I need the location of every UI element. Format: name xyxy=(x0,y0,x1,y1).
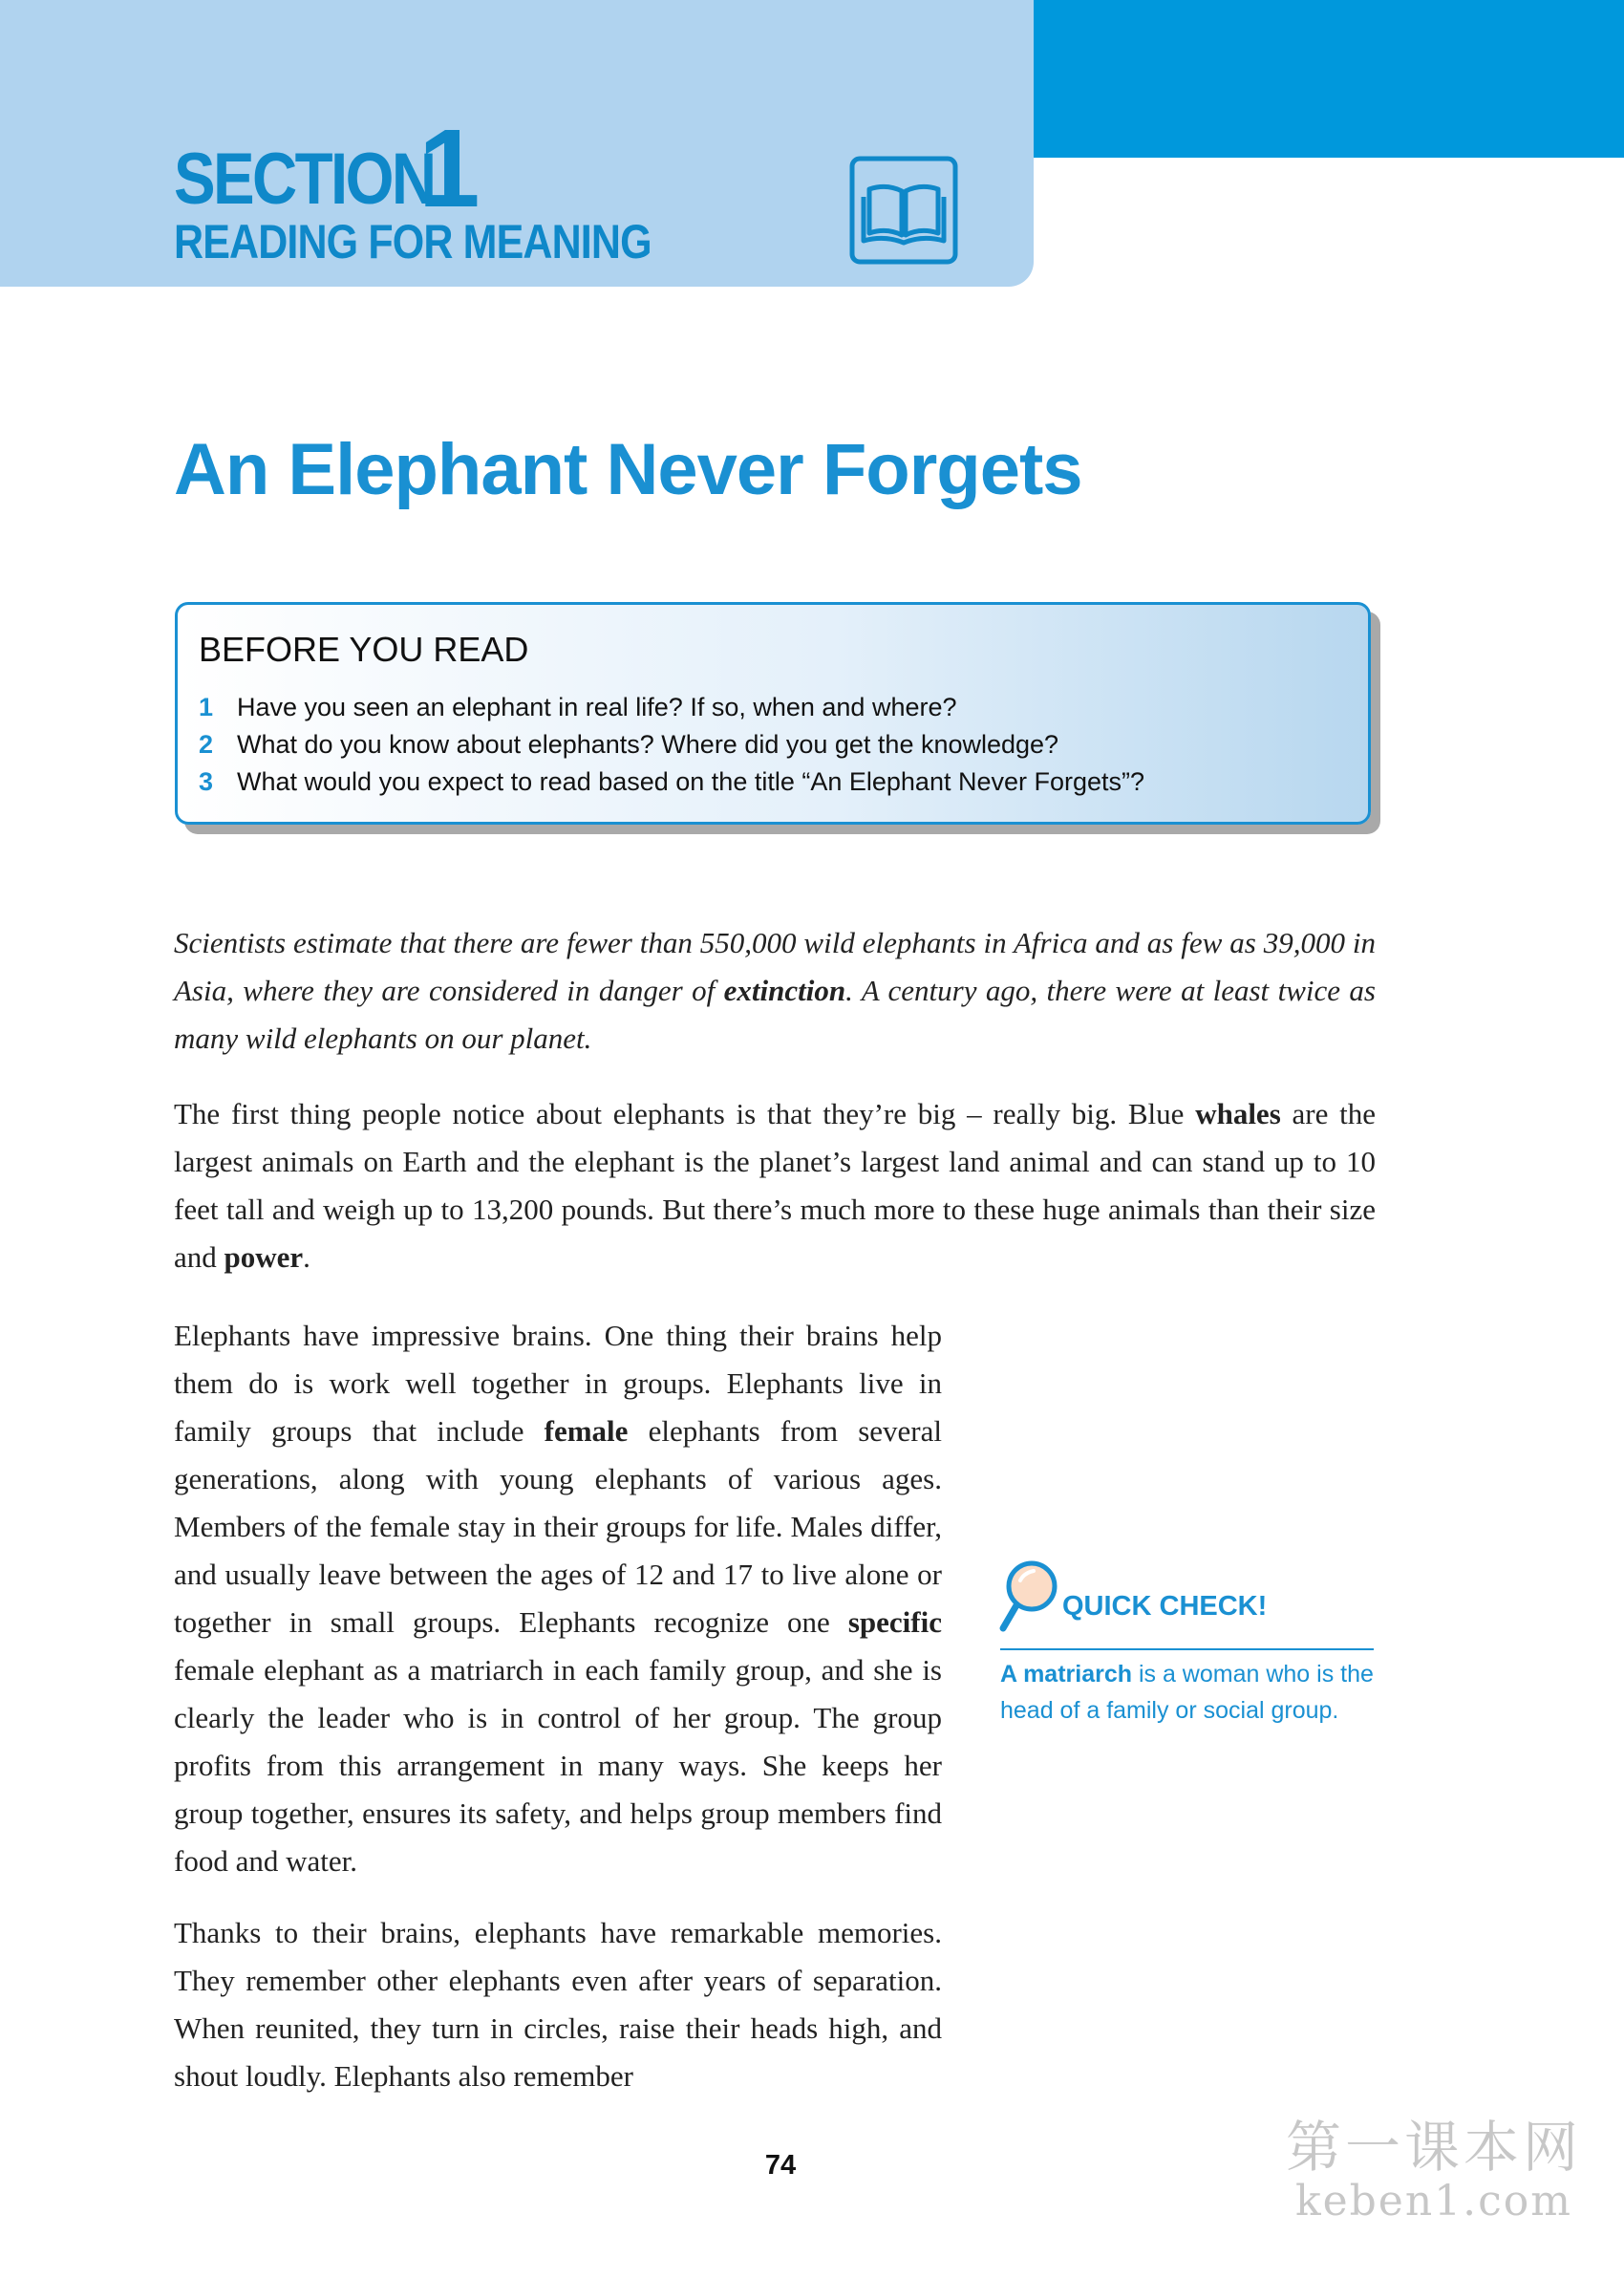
watermark-line: keben1.com xyxy=(1294,2177,1573,2225)
question-number: 3 xyxy=(199,767,214,796)
question-item xyxy=(199,693,957,722)
body-paragraph: The first thing people notice about elephants is that they’re big – really big. Blue whales are the largest animals on Earth and the elephant is the planet’s largest land animal and can stand up to 10 feet tall and weigh up to 13,200 pounds. But there’s much more to these huge animals than their size and power. xyxy=(174,1097,1377,1274)
before-you-read-box xyxy=(175,602,1371,825)
before-you-read-heading: BEFORE YOU READ xyxy=(199,630,529,669)
quick-check-definition: A matriarch is a woman who is the head of a family or social group. xyxy=(1000,1661,1374,1724)
question-number: 1 xyxy=(199,693,214,721)
section-label: SECTION xyxy=(174,139,435,220)
quick-check-title: QUICK CHECK! xyxy=(1062,1591,1268,1622)
body-paragraph: Elephants have impressive brains. One thing their brains help them do is work well together in groups. Elephants live in family groups that include female elephants from several generations, along with young elephants of various ages. Members of the female stay in their groups for life. Males differ, and usually leave between the ages of 12 and 17 to live alone or together in small groups. Elephants recognize one specific female elephant as a matriarch in each family group, and she is clearly the leader who is in control of her group. The group profits from this arrangement in many ways. She keeps her group together, ensures its safety, and helps group members find food and water. xyxy=(174,1319,942,1878)
watermark xyxy=(1286,2117,1582,2225)
watermark-line: 第一课本网 xyxy=(1285,2115,1582,2180)
keyword: female xyxy=(544,1414,629,1448)
open-book-icon xyxy=(848,155,959,266)
article-title: An Elephant Never Forgets xyxy=(174,429,1082,510)
quick-check-divider xyxy=(1000,1648,1374,1650)
question-text: Have you seen an elephant in real life? If so, when and where? xyxy=(237,693,957,721)
question-item xyxy=(199,767,1144,797)
question-item xyxy=(199,730,1058,760)
intro-paragraph: Scientists estimate that there are fewer than 550,000 wild elephants in Africa and as few as 39,000 in Asia, where they are considered in danger of extinction. A century ago, there were at least twice as many wild elephants on our planet. xyxy=(174,926,1376,1055)
question-number: 2 xyxy=(199,730,214,759)
question-text: What do you know about elephants? Where did you get the knowledge? xyxy=(237,730,1059,759)
section-number: 1 xyxy=(418,106,481,230)
body-paragraph: Thanks to their brains, elephants have remarkable memories. They remember other elephants even after years of separation. When reunited, they turn in circles, raise their heads high, and shout loudly. Elephants also remember xyxy=(174,1916,942,2093)
keyword: extinction xyxy=(723,974,846,1007)
section-subtitle: READING FOR MEANING xyxy=(174,215,652,269)
keyword: power xyxy=(224,1240,304,1274)
page-number: 74 xyxy=(764,2150,797,2181)
question-text: What would you expect to read based on the title “An Elephant Never Forgets”? xyxy=(237,767,1145,796)
magnifier-icon xyxy=(997,1558,1064,1634)
header-accent-block xyxy=(1034,0,1624,158)
quick-check-term: A matriarch xyxy=(1000,1661,1133,1688)
keyword: whales xyxy=(1195,1097,1281,1130)
keyword: specific xyxy=(847,1605,942,1639)
